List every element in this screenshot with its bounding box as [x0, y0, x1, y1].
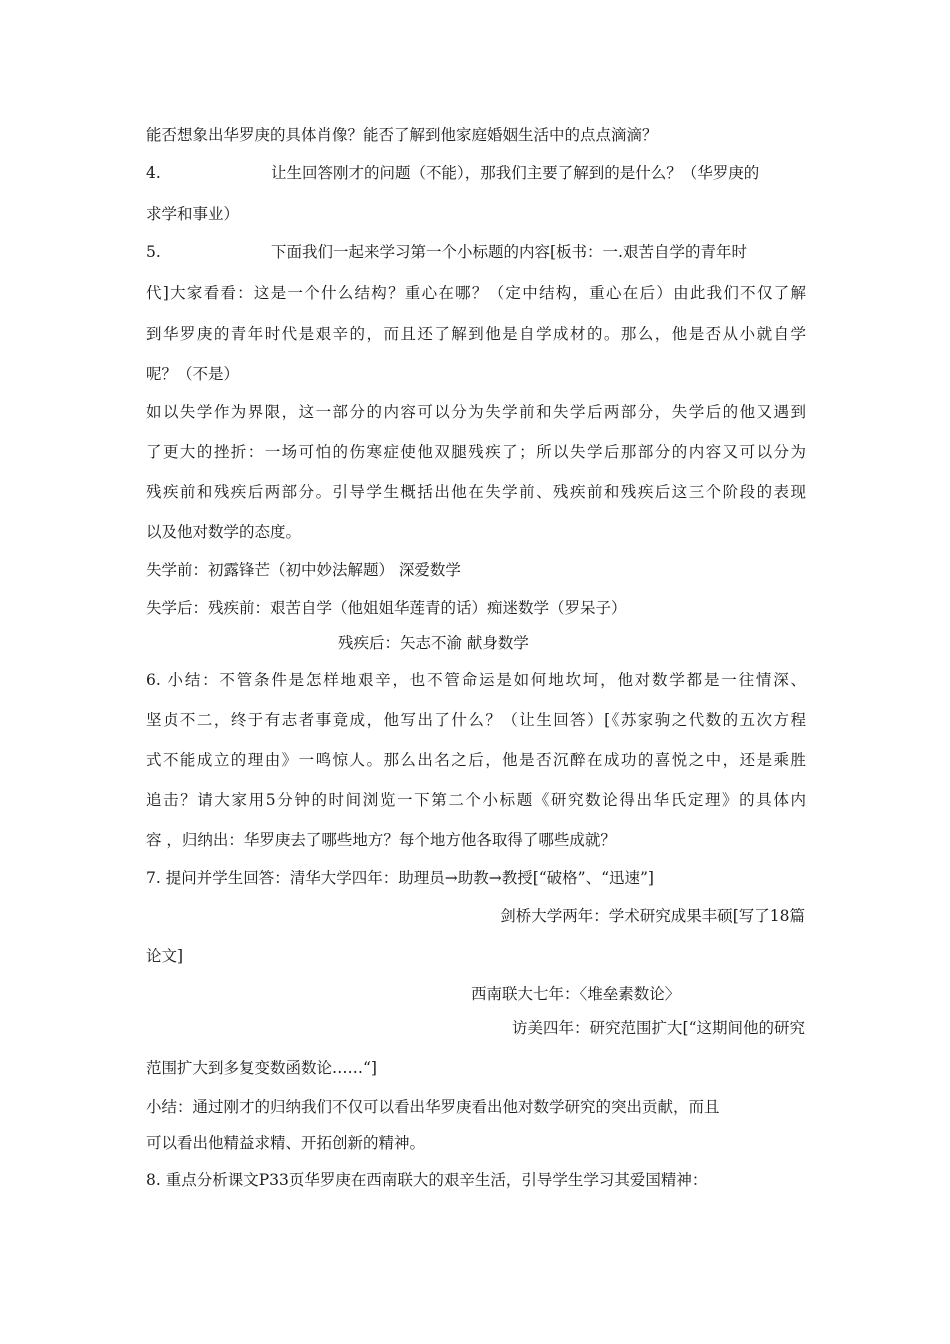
text-line: 容 ，归纳出：华罗庚去了哪些地方？每个地方他各取得了哪些成就？	[146, 831, 616, 849]
text-line: 下面我们一起来学习第一个小标题的内容[板书：一.艰苦自学的青年时	[271, 243, 747, 261]
text-line: 残疾前和残疾后两部分。引导学生概括出他在失学前、残疾前和残疾后这三个阶段的表现	[146, 483, 806, 501]
text-line: 到华罗庚的青年时代是艰辛的，而且还了解到他是自学成材的。那么，他是否从小就自学	[146, 325, 806, 343]
text-line: 代]大家看看：这是一个什么结构？重心在哪？（定中结构，重心在后）由此我们不仅了解	[146, 284, 806, 302]
text-line: 求学和事业）	[146, 205, 240, 223]
text-line: 失学前：初露锋芒（初中妙法解题） 深爱数学	[146, 561, 461, 579]
text-line: 失学后：残疾前：艰苦自学（他姐姐华莲青的话）痴迷数学（罗呆子）	[146, 599, 627, 617]
text-line: 了更大的挫折：一场可怕的伤寒症使他双腿残疾了；所以失学后那部分的内容又可以分为	[146, 443, 806, 461]
text-line: 追击？请大家用5分钟的时间浏览一下第二个小标题《研究数论得出华氏定理》的具体内	[146, 791, 806, 809]
item-number-5: 5.	[146, 243, 161, 261]
text-line: 西南联大七年：〈堆垒素数论〉	[471, 985, 681, 1003]
text-line: 可以看出他精益求精、开拓创新的精神。	[146, 1134, 426, 1152]
item-number-4: 4.	[146, 164, 161, 182]
text-line: 论文]	[146, 947, 184, 965]
text-line: 小结：通过刚才的归纳我们不仅可以看出华罗庚看出他对数学研究的突出贡献，而且	[146, 1098, 720, 1116]
text-line: 式不能成立的理由》一鸣惊人。那么出名之后，他是否沉醉在成功的喜悦之中，还是乘胜	[146, 751, 806, 769]
text-line: 能否想象出华罗庚的具体肖像？能否了解到他家庭婚姻生活中的点点滴滴？	[146, 126, 658, 144]
text-line: 7. 提问并学生回答：清华大学四年：助理员→助教→教授[“破格”、“迅速”]	[146, 869, 654, 887]
text-line: 残疾后：矢志不渝 献身数学	[338, 634, 529, 652]
text-line: 呢？（不是）	[146, 365, 240, 383]
text-line: 剑桥大学两年：学术研究成果丰硕[写了18篇	[500, 907, 805, 925]
text-line: 范围扩大到多复变数函数论……“]	[146, 1059, 377, 1077]
text-line: 6. 小结：不管条件是怎样地艰辛，也不管命运是如何地坎坷，他对数学都是一往情深、	[146, 671, 806, 689]
text-line: 让生回答刚才的问题（不能），那我们主要了解到的是什么？（华罗庚的	[271, 164, 760, 182]
text-line: 访美四年：研究范围扩大[“这期间他的研究	[512, 1019, 805, 1037]
text-line: 8. 重点分析课文P33页华罗庚在西南联大的艰辛生活，引导学生学习其爱国精神：	[146, 1171, 708, 1189]
text-line: 如以失学作为界限，这一部分的内容可以分为失学前和失学后两部分，失学后的他又遇到	[146, 403, 806, 421]
text-line: 坚贞不二，终于有志者事竟成，他写出了什么？（让生回答）[《苏家驹之代数的五次方程	[146, 711, 806, 729]
text-line: 以及他对数学的态度。	[146, 523, 302, 541]
